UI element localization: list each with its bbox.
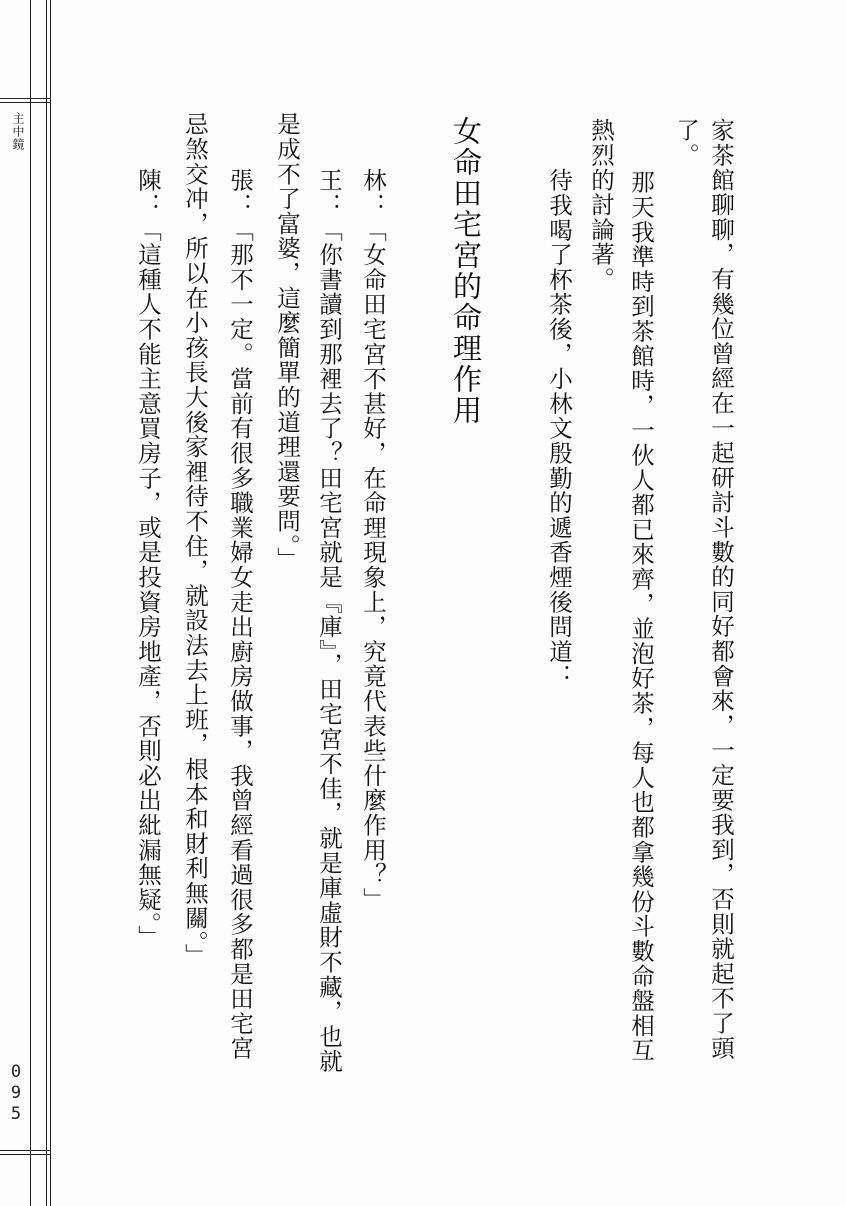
dialogue-wang-line-1: 王：「你書讀到那裡去了？田宅宮就是『庫』，田宅宮不佳，就是庫虛財不藏，也就 xyxy=(315,168,343,1074)
dialogue-wang-line-2: 是成不了富婆，這麼簡單的道理還要問。」 xyxy=(273,112,301,572)
dialogue-zhang-line-2: 忌煞交冲，所以在小孩長大後家裡待不住，就設法去上班，根本和財利無關。」 xyxy=(181,112,209,969)
paragraph-1-line-2: 了。 xyxy=(672,118,700,168)
margin-rule-right xyxy=(50,0,51,1206)
header-rule-top xyxy=(0,98,50,99)
header-rule-bottom xyxy=(0,102,50,103)
margin-rule-mid xyxy=(46,0,47,1206)
margin-rule-left xyxy=(30,0,31,1206)
paragraph-3-line-1: 待我喝了杯茶後，小林文殷勤的遞香煙後問道： xyxy=(545,168,573,689)
dialogue-zhang-line-1: 張：「那不一定。當前有很多職業婦女走出廚房做事，我曾經看過很多都是田宅宮 xyxy=(226,168,254,1061)
paragraph-2-line-2: 熱烈的討論著。 xyxy=(587,118,615,292)
footer-rule-top xyxy=(0,1150,50,1151)
dialogue-lin: 林：「女命田宅宮不甚好，在命理現象上，究竟代表些什麼作用？」 xyxy=(359,168,387,912)
footer-rule-bottom xyxy=(0,1154,50,1155)
section-title: 女命田宅宮的命理作用 xyxy=(449,116,483,426)
dialogue-chen: 陳：「這種人不能主意買房子，或是投資房地產，否則必出紕漏無疑。」 xyxy=(134,168,162,950)
page-number: 095 xyxy=(6,1062,26,1125)
paragraph-2-line-1: 那天我準時到茶館時，一伙人都已來齊，並泡好茶，每人也都拿幾份斗數命盤相互 xyxy=(627,170,655,1063)
paragraph-1-line-1: 家茶館聊聊，有幾位曾經在一起研討斗數的同好都會來，一定要我到，否則就起不了頭 xyxy=(707,118,735,1061)
running-header: 主中鏡 xyxy=(11,112,25,151)
